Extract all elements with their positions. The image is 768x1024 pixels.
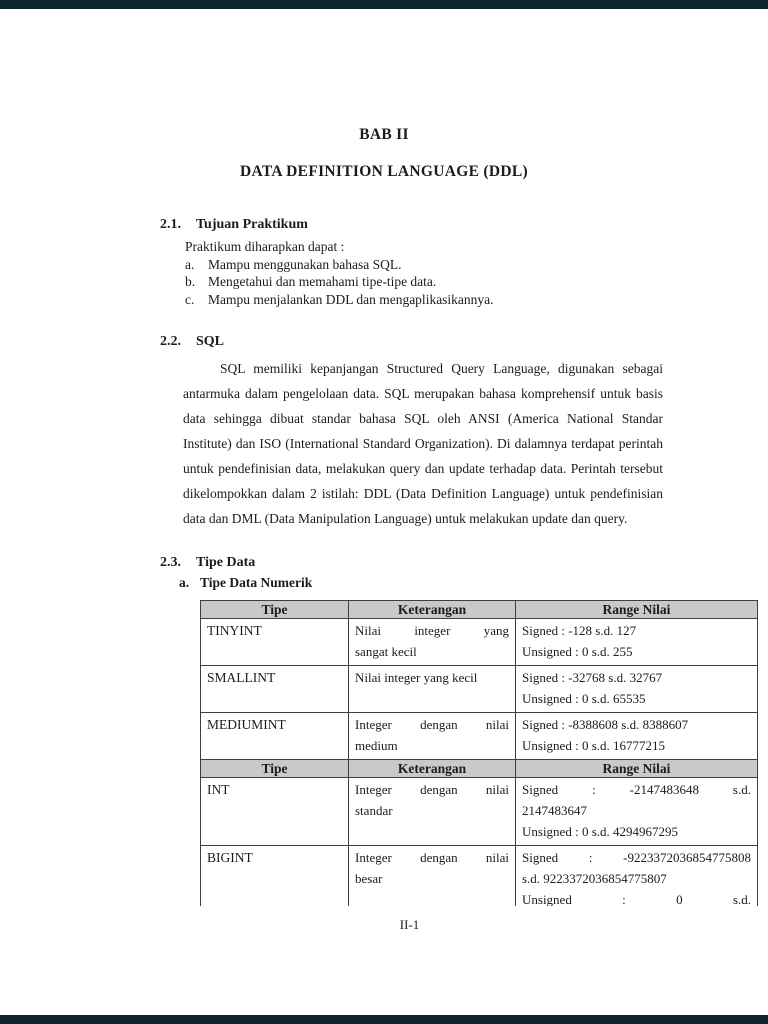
cell-keterangan (349, 778, 516, 846)
section-2-1-body (185, 238, 768, 308)
list-item-b (185, 273, 768, 291)
cell-range (516, 846, 758, 907)
section-title: Tipe Data (196, 555, 256, 570)
cell-line: medium (355, 738, 398, 753)
list-text: Mengetahui dan memahami tipe-tipe data. (208, 274, 437, 289)
section-2-3-heading (160, 555, 768, 571)
s21-intro-text: Praktikum diharapkan dapat : (185, 239, 345, 254)
cell-line: Unsigned : 0 s.d. 16777215 (522, 738, 665, 753)
cell-line: Integer dengan nilai (355, 782, 509, 797)
title-block (0, 0, 768, 181)
subsection-title: Tipe Data Numerik (200, 575, 313, 590)
cell-line: 2147483647 (522, 803, 587, 818)
cell-tipe: INT (201, 778, 349, 846)
sql-paragraph: SQL memiliki kepanjangan Structured Query Language, digunakan sebagai antarmuka dalam pengelolaan data. SQL merupakan bahasa komprehensif untuk basis data sehingga dibuat standar bahasa SQL oleh ANSI (America National Standar Institute) dan ISO (International Standard Organization). Di dalamnya terdapat perintah untuk pendefinisian data, melakukan query dan update terhadap data. Perintah tersebut dikelompokkan dalam 2 istilah: DDL (Data Definition Language) untuk pendefinisian data dan DML (Data Manipulation Language) untuk melakukan update dan query. (183, 361, 663, 526)
table-row-int (201, 778, 758, 846)
section-2-2 (160, 334, 768, 531)
viewer-bottom-bar (0, 1015, 768, 1024)
viewer-top-bar (0, 0, 768, 9)
cell-line: Nilai integer yang (355, 623, 509, 638)
section-number: 2.3. (160, 555, 181, 570)
cell-line: Signed : -32768 s.d. 32767 (522, 670, 663, 685)
numeric-data-types-table (200, 600, 758, 906)
cell-tipe: TINYINT (201, 619, 349, 666)
list-item-c (185, 291, 768, 309)
cell-line: s.d. 9223372036854775807 (522, 871, 667, 886)
table-row-smallint (201, 666, 758, 713)
cell-keterangan (349, 666, 516, 713)
chapter-title: BAB II (359, 126, 409, 143)
table-header-row-repeat (201, 760, 758, 778)
page-number: II-1 (399, 917, 420, 932)
cell-keterangan (349, 846, 516, 907)
cell-line: Integer dengan nilai (355, 850, 509, 865)
cell-line: Unsigned : 0 s.d. 255 (522, 644, 633, 659)
list-text: Mampu menggunakan bahasa SQL. (208, 256, 402, 272)
col-header-tipe: Tipe (201, 760, 349, 778)
cell-range (516, 619, 758, 666)
col-header-range-nilai: Range Nilai (516, 601, 758, 619)
cell-line: Signed : -9223372036854775808 (522, 850, 751, 865)
table-row-bigint (201, 846, 758, 907)
cell-keterangan (349, 619, 516, 666)
document-title: DATA DEFINITION LANGUAGE (DDL) (240, 163, 528, 180)
cell-line: standar (355, 803, 393, 818)
cell-line: Unsigned : 0 s.d. 4294967295 (522, 824, 678, 839)
cell-tipe: SMALLINT (201, 666, 349, 713)
cell-line: Unsigned : 0 s.d. 65535 (522, 691, 646, 706)
col-header-keterangan: Keterangan (349, 760, 516, 778)
section-title: SQL (196, 334, 225, 349)
section-2-2-heading (160, 334, 768, 350)
section-2-1-heading (160, 217, 768, 233)
section-2-3 (160, 555, 768, 906)
cell-line: Signed : -2147483648 s.d. (522, 782, 751, 797)
col-header-tipe: Tipe (201, 601, 349, 619)
section-2-1 (160, 217, 768, 308)
cell-line: besar (355, 871, 383, 886)
list-item-a (185, 256, 768, 274)
cell-tipe: MEDIUMINT (201, 713, 349, 760)
list-label: c. (185, 291, 195, 307)
cell-range (516, 778, 758, 846)
list-label: a. (185, 256, 195, 272)
col-header-keterangan: Keterangan (349, 601, 516, 619)
table-row-tinyint (201, 619, 758, 666)
cell-line: Unsigned : 0 s.d. (522, 892, 751, 906)
section-number: 2.2. (160, 334, 181, 349)
cell-keterangan (349, 713, 516, 760)
list-label: b. (185, 274, 196, 289)
table-header-row (201, 601, 758, 619)
cell-line: Signed : -128 s.d. 127 (522, 623, 637, 638)
subsection-a-heading (179, 575, 768, 591)
cell-line: Signed : -8388608 s.d. 8388607 (522, 717, 689, 732)
table-clip-region (200, 600, 760, 906)
table-row-mediumint (201, 713, 758, 760)
cell-range (516, 713, 758, 760)
list-text: Mampu menjalankan DDL dan mengaplikasikannya. (208, 291, 494, 307)
cell-line: Integer dengan nilai (355, 717, 509, 732)
cell-range (516, 666, 758, 713)
subsection-label: a. (179, 575, 190, 590)
section-title: Tujuan Praktikum (196, 217, 308, 232)
section-number: 2.1. (160, 217, 181, 232)
col-header-range-nilai: Range Nilai (516, 760, 758, 778)
cell-tipe: BIGINT (201, 846, 349, 907)
cell-line: Nilai integer yang kecil (355, 670, 478, 685)
cell-line: sangat kecil (355, 644, 417, 659)
